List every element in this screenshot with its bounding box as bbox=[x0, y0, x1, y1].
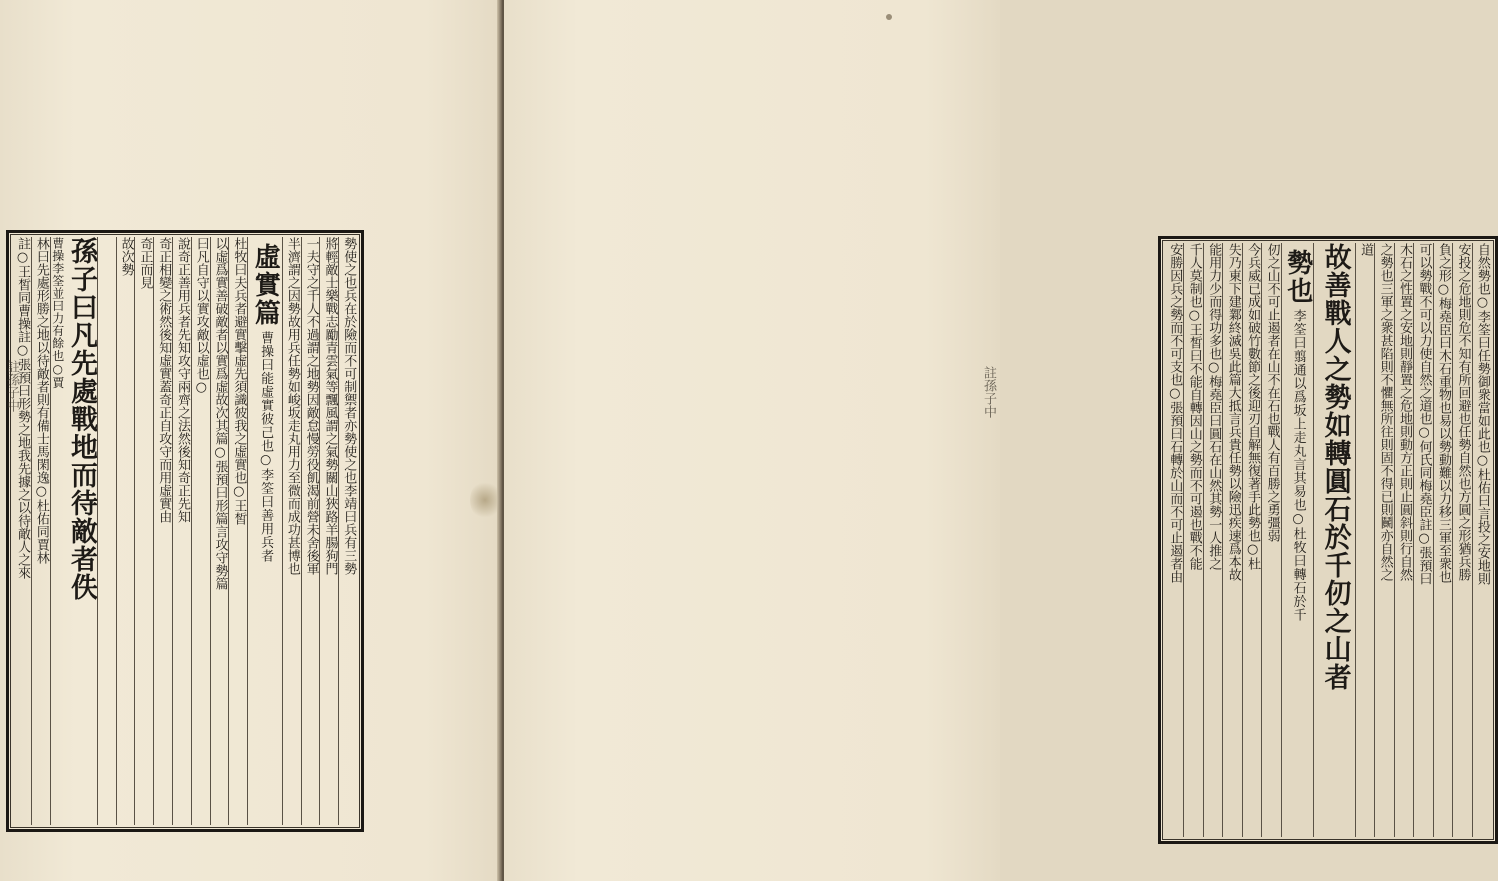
commentary-line: 以虛爲實善破敵者以實爲虛故次其篇○張預曰形篇言攻守勢篇 bbox=[212, 237, 228, 590]
commentary-line: 說奇正善用兵者先知攻守兩齊之法然後知奇正先知 bbox=[174, 237, 190, 523]
commentary-line: 之勢也三軍之衆甚陷則不懼無所往則固不得已則鬭亦自然之 bbox=[1377, 243, 1393, 581]
commentary-line: 今兵威已成如破竹數節之後迎刃自解無復著手此勢也○杜 bbox=[1245, 243, 1261, 570]
main-text-column bbox=[1281, 243, 1313, 837]
commentary-column bbox=[153, 237, 172, 825]
chapter-heading: 虛實篇 bbox=[250, 243, 281, 327]
commentary-column bbox=[13, 237, 31, 825]
commentary-column bbox=[1261, 243, 1280, 837]
commentary-line: 自然勢也○李筌曰任勢御衆當如此也○杜佑曰言投之安地則 bbox=[1474, 243, 1490, 585]
commentary-column bbox=[1203, 243, 1222, 837]
commentary-column bbox=[1374, 243, 1393, 837]
commentary-column bbox=[1452, 243, 1471, 837]
commentary-line: 負之形○梅堯臣曰木石重物也易以勢動難以力移三軍至衆也 bbox=[1435, 243, 1451, 583]
commentary-column bbox=[191, 237, 210, 825]
commentary-column bbox=[1242, 243, 1261, 837]
commentary-column bbox=[319, 237, 338, 825]
right-column-block bbox=[1165, 243, 1491, 837]
commentary-column bbox=[338, 237, 357, 825]
commentary-column bbox=[210, 237, 229, 825]
commentary-column bbox=[1413, 243, 1432, 837]
commentary-column bbox=[282, 237, 301, 825]
commentary-column bbox=[1472, 243, 1491, 837]
commentary-note: 曹操李筌並曰力有餘也○賈 bbox=[50, 237, 65, 389]
commentary-column bbox=[1165, 243, 1183, 837]
commentary-column bbox=[1183, 243, 1202, 837]
commentary-column bbox=[116, 237, 135, 825]
right-edge-mark: 註孫子中 bbox=[981, 366, 996, 418]
paper-spot bbox=[886, 14, 892, 20]
commentary-line: 安投之危地則危不知有所回避也任勢自然也方圓之形猶兵勝 bbox=[1455, 243, 1471, 581]
commentary-line: 道 bbox=[1358, 243, 1374, 256]
commentary-column bbox=[1355, 243, 1374, 837]
commentary-column bbox=[31, 237, 50, 825]
commentary-line: 將輕敵士樂戰志勵青雲氣等飄風謂之氣勢關山狹路羊腸狗門 bbox=[322, 237, 338, 575]
main-text bbox=[65, 237, 97, 601]
commentary-line: 林曰先處形勝之地以待敵者則有備士馬閑逸○杜佑同賈林 bbox=[33, 237, 49, 564]
commentary-column bbox=[1433, 243, 1452, 837]
left-page bbox=[0, 0, 501, 881]
right-page bbox=[504, 0, 1490, 881]
main-text-column bbox=[1313, 243, 1355, 837]
commentary-line: 木石之性置之安地則靜置之危地則動方正則止圓斜則行自然 bbox=[1397, 243, 1413, 581]
commentary-line: 一夫守之千人不過謂之地勢因敵怠慢勞役飢渴前營未舍後軍 bbox=[303, 237, 319, 575]
commentary-column bbox=[301, 237, 320, 825]
main-text-column bbox=[50, 237, 97, 825]
commentary-column bbox=[134, 237, 153, 825]
commentary-line: 故次勢 bbox=[118, 237, 134, 276]
commentary-line: 註○王皙同曹操註○張預曰形勢之地我先據之以待敵人之來 bbox=[15, 237, 31, 579]
main-text-line: 勢也 bbox=[1282, 249, 1313, 305]
commentary-line: 奇正而見 bbox=[137, 237, 153, 289]
right-text-frame bbox=[1158, 236, 1498, 844]
commentary-line: 奇正相變之術然後知虛實蓋奇正自攻守而用虛實由 bbox=[156, 237, 172, 523]
commentary-line: 安勝因兵之勢而不可支也○張預曰石轉於山而不可止遏者由 bbox=[1167, 243, 1183, 583]
commentary-line: 勢使之也兵在於險而不可制禦者亦勢使之也李靖曰兵有三勢 bbox=[341, 237, 357, 575]
left-edge-mark: 註孫子中 bbox=[4, 360, 19, 412]
chapter-heading-column bbox=[247, 237, 282, 825]
commentary-line: 千人莫制也○王皙曰不能自轉因山之勢而不可遏也戰不能 bbox=[1186, 243, 1202, 570]
commentary-column bbox=[228, 237, 247, 825]
commentary-line: 可以勢戰不可以力使自然之道也○何氏同梅堯臣註○張預曰 bbox=[1416, 243, 1432, 585]
commentary-line: 仞之山不可止遏者在山不在石也戰人有百勝之勇彊弱 bbox=[1264, 243, 1280, 542]
commentary-line: 曹操曰能虛實彼己也○李筌曰善用兵者 bbox=[258, 331, 274, 563]
commentary-line: 失乃東下建鄴終滅吳此篇大抵言兵貴任勢以險迅疾速爲本故 bbox=[1225, 243, 1241, 581]
paper-stain bbox=[470, 480, 500, 520]
commentary-column bbox=[1222, 243, 1241, 837]
commentary-line: 半濟謂之因勢故用兵任勢如峻坂走丸用力至微而成功甚博也 bbox=[284, 237, 300, 575]
commentary-line: 杜牧曰夫兵者避實擊虛先須識彼我之虛實也○王皙 bbox=[231, 237, 247, 525]
left-text-frame bbox=[6, 230, 364, 832]
commentary-line: 曰凡自守以實攻敵以虛也○ bbox=[193, 237, 209, 395]
main-text-line: 孫子曰凡先處戰地而待敵者佚 bbox=[65, 237, 97, 601]
commentary-column bbox=[1394, 243, 1413, 837]
commentary-column bbox=[172, 237, 191, 825]
blank-column bbox=[97, 237, 116, 825]
commentary-line: 李筌曰翦通以爲坂上走丸言其易也○杜牧曰轉石於千 bbox=[1290, 309, 1306, 622]
main-text-line: 故善戰人之勢如轉圓石於千仞之山者 bbox=[1319, 243, 1351, 691]
commentary-line: 能用力少而得功多也○梅堯臣曰圓石在山然其勢一人推之 bbox=[1206, 243, 1222, 570]
left-column-block bbox=[13, 237, 357, 825]
